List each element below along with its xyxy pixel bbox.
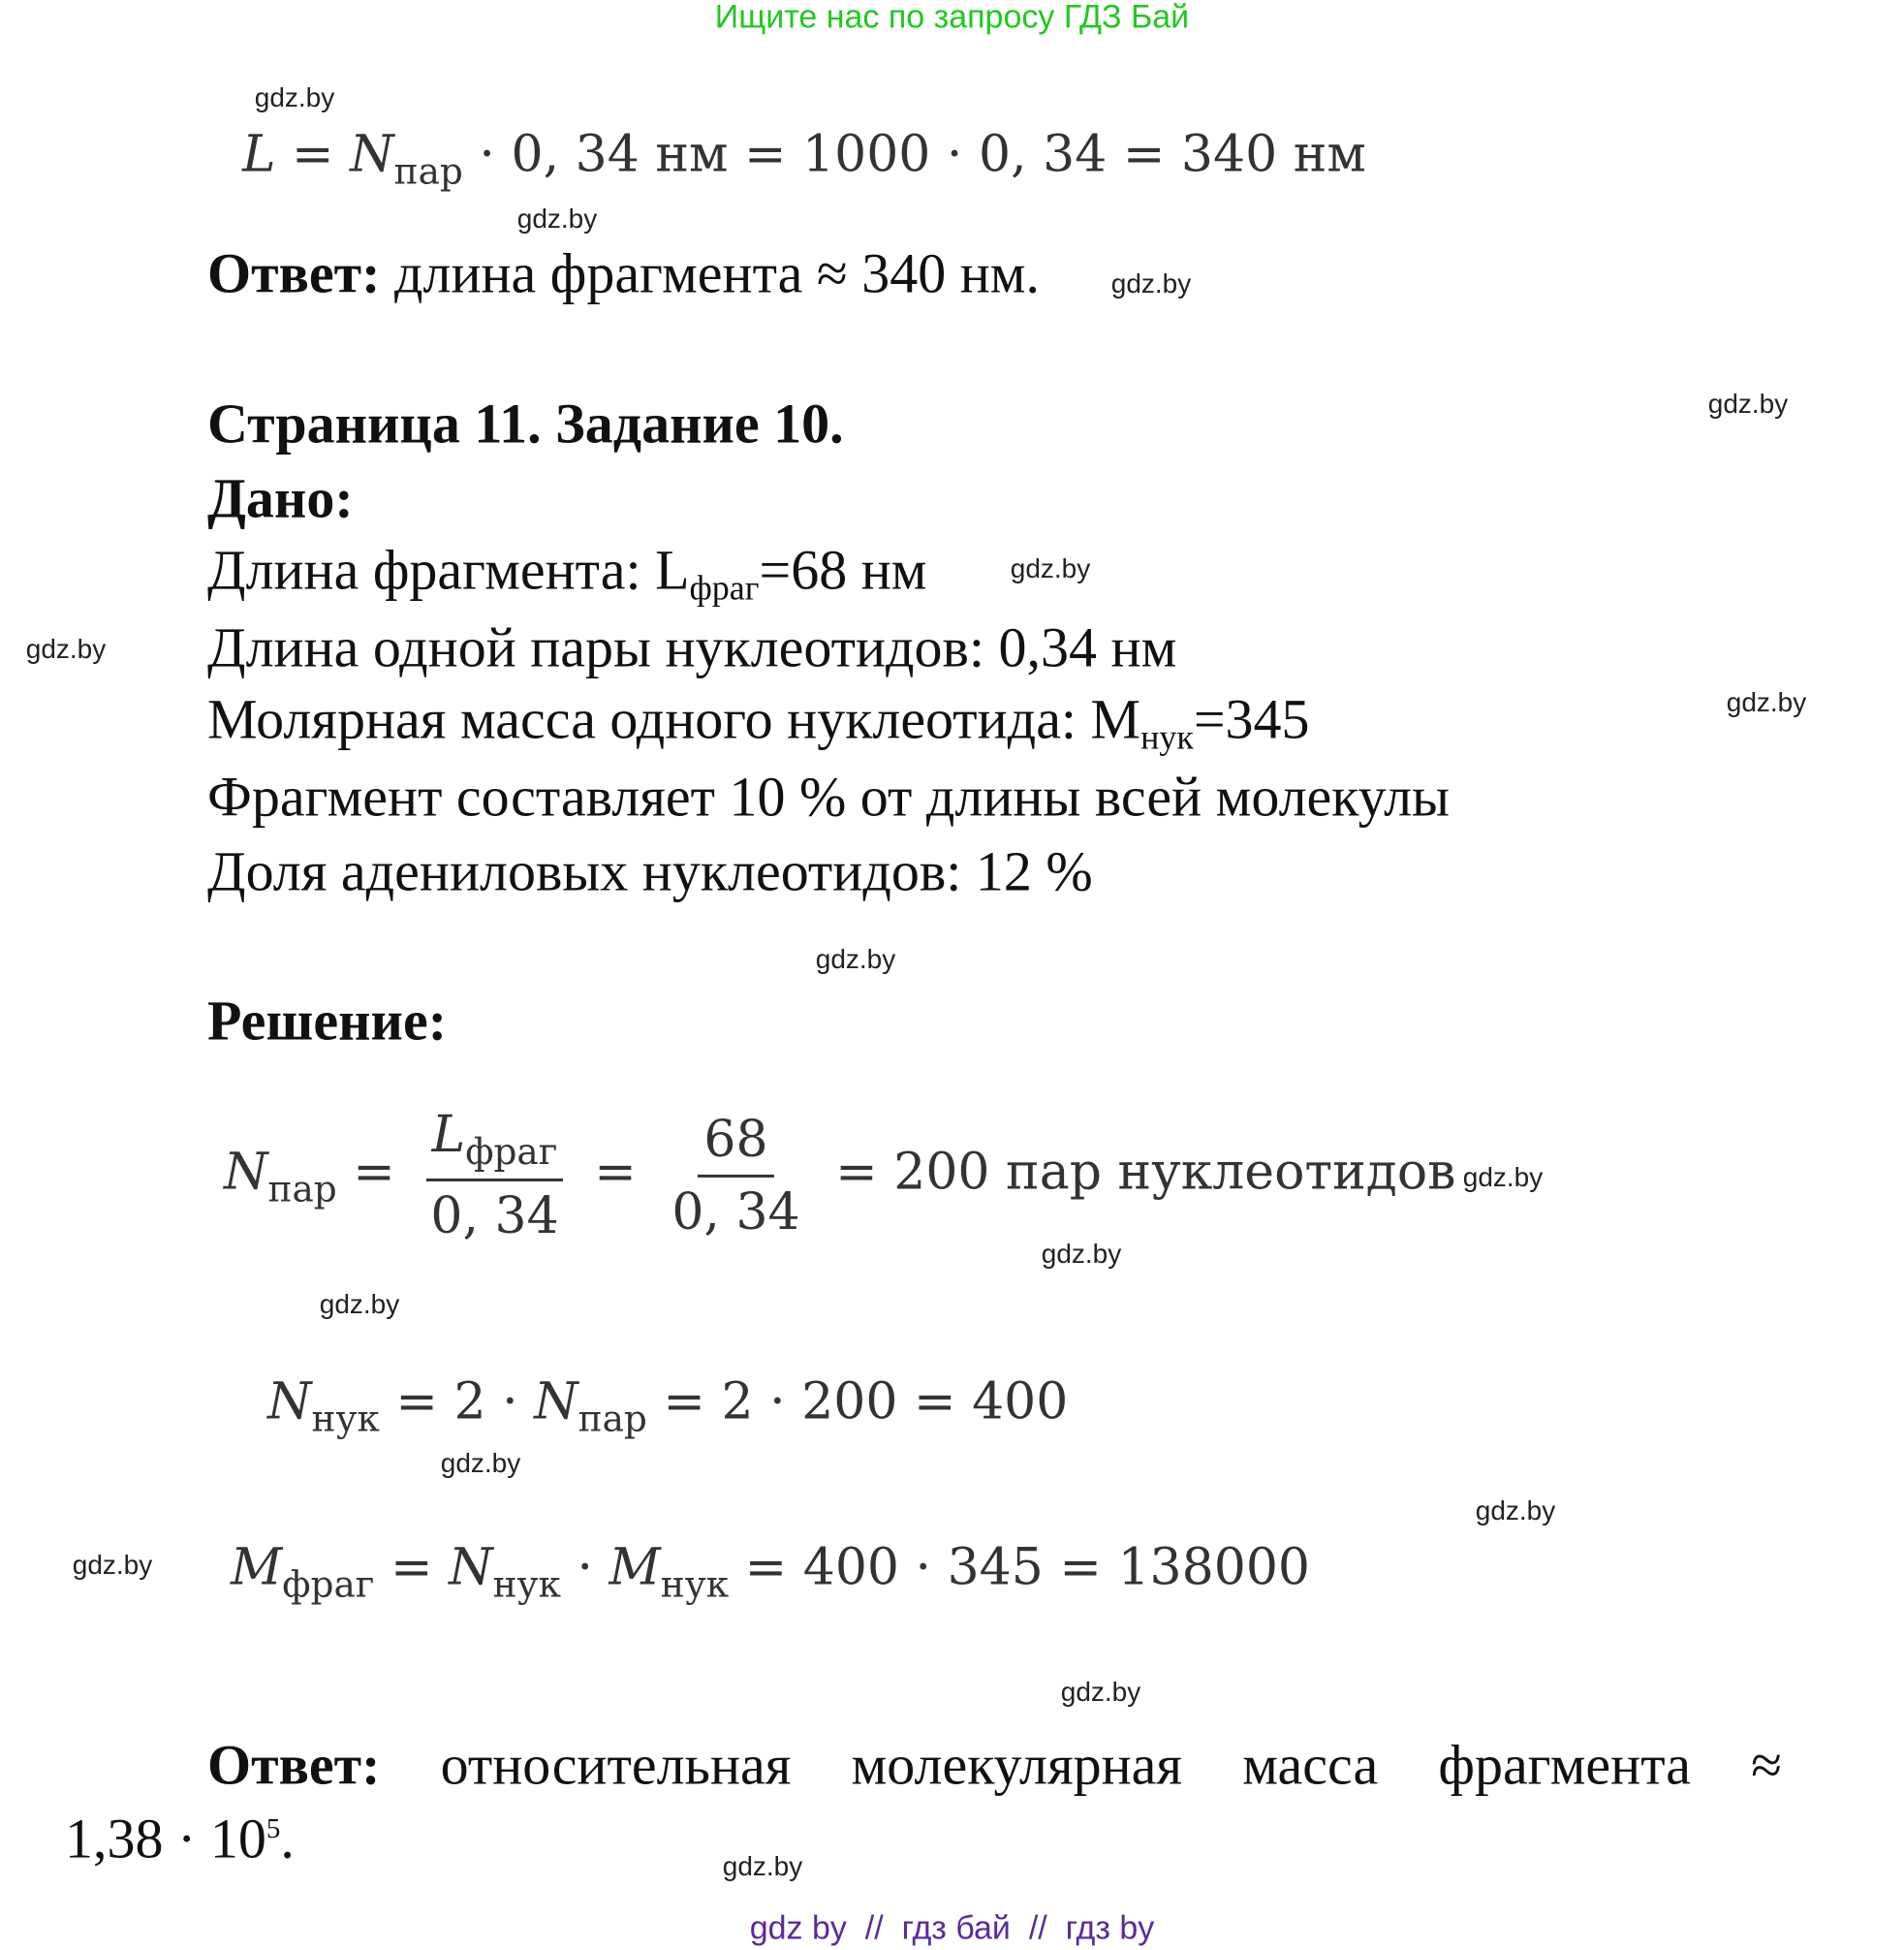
var-N: N [350, 125, 394, 184]
watermark: gdz.by [1060, 1677, 1141, 1707]
text: = 2 · 200 = 400 [663, 1372, 1069, 1431]
watermark: gdz.by [1475, 1495, 1556, 1525]
given-line-4: Фрагмент составляет 10 % от длины всей молекулы [207, 765, 1451, 829]
subscript: фраг [282, 1562, 375, 1606]
given-line-3 [207, 687, 1310, 758]
watermark: gdz.by [440, 1448, 521, 1478]
var-N: N [267, 1372, 312, 1431]
answer-word: ≈ [1751, 1733, 1782, 1797]
var-N: N [449, 1538, 493, 1597]
watermark: gdz.by [1010, 553, 1091, 583]
formula-rest: · 0, 34 нм = 1000 · 0, 34 = 340 нм [479, 125, 1366, 184]
given-line-5: Доля адениловых нуклеотидов: 12 % [207, 839, 1093, 903]
answer-text: длина фрагмента ≈ 340 нм. [393, 241, 1040, 305]
fraction-2 [666, 1111, 805, 1242]
watermark: gdz.by [254, 82, 335, 112]
subscript: нук [492, 1562, 561, 1606]
watermark: gdz.by [72, 1550, 153, 1580]
watermark: gdz.by [1726, 687, 1807, 717]
subscript: нук [1140, 717, 1194, 757]
fraction-1 [424, 1106, 564, 1245]
answer-label: Ответ: [207, 1733, 381, 1797]
formula-length: $L = N_{пар} \cdot 0$, 34 нм = 1000 · 0, 34 = 340 нм [242, 125, 1366, 193]
var-M: M [609, 1538, 661, 1597]
watermark: gdz.by [1462, 1162, 1544, 1192]
answer-word: относительная [440, 1733, 792, 1797]
equals: = [353, 1143, 395, 1202]
answer-label: Ответ: [207, 241, 381, 305]
text: =345 [1193, 687, 1310, 751]
subscript: нук [311, 1397, 380, 1440]
exponent: 5 [265, 1813, 281, 1845]
watermark: gdz.by [815, 944, 896, 974]
subscript: пар [577, 1397, 647, 1440]
given-title: Дано: [207, 466, 354, 530]
text: Молярная масса одного нуклеотида: M [207, 687, 1141, 751]
search-hint-banner[interactable]: Ищите нас по запросу ГДЗ Бай [714, 0, 1190, 36]
watermark: gdz.by [722, 1851, 803, 1881]
text: 1,38 · 10 [65, 1807, 266, 1871]
given-line-1 [207, 538, 926, 609]
result: = 200 пар нуклеотидов [835, 1143, 1456, 1202]
subscript: нук [660, 1562, 730, 1606]
task-title: Страница 11. Задание 10. [207, 392, 844, 456]
footer-links[interactable]: gdz by // гдз бай // гдз by [749, 1909, 1155, 1947]
answer-word: масса [1242, 1733, 1379, 1797]
text: Длина фрагмента: L [207, 538, 690, 602]
var-N: N [534, 1372, 578, 1431]
denominator: 0, 34 [671, 1182, 800, 1242]
given-line-2: Длина одной пары нуклеотидов: 0,34 нм [207, 615, 1177, 679]
answer-word: молекулярная [851, 1733, 1183, 1797]
text: . [280, 1807, 295, 1871]
formula-nucleotides [267, 1372, 1068, 1439]
watermark: gdz.by [1110, 268, 1192, 299]
dot: · [577, 1538, 593, 1597]
equals: = [594, 1143, 637, 1202]
watermark: gdz.by [1041, 1239, 1122, 1269]
denominator: 0, 34 [430, 1187, 559, 1246]
watermark: gdz.by [319, 1289, 400, 1319]
watermark: gdz.by [25, 634, 107, 664]
numerator: 68 [698, 1111, 773, 1178]
subscript: пар [393, 149, 463, 193]
var-L: L [431, 1105, 466, 1164]
var-N: N [224, 1143, 268, 1202]
watermark: gdz.by [516, 204, 598, 234]
answer-word: фрагмента [1438, 1733, 1691, 1797]
formula-pairs [224, 1106, 1455, 1245]
text: = 400 · 345 = 138000 [744, 1538, 1310, 1597]
subscript: фраг [689, 568, 760, 608]
equals: = [390, 1538, 433, 1597]
text: = 2 · [395, 1372, 518, 1431]
watermark: gdz.by [1707, 389, 1789, 419]
var-M: M [231, 1538, 283, 1597]
answer-1 [207, 241, 1040, 306]
answer-2 [207, 1733, 1782, 1798]
subscript: пар [267, 1167, 337, 1211]
answer-2-value [65, 1807, 295, 1871]
var-L: L [242, 125, 276, 184]
formula-mass [231, 1538, 1310, 1605]
subscript: фраг [465, 1130, 558, 1174]
solution-title: Решение: [207, 989, 448, 1053]
text: =68 нм [759, 538, 927, 602]
